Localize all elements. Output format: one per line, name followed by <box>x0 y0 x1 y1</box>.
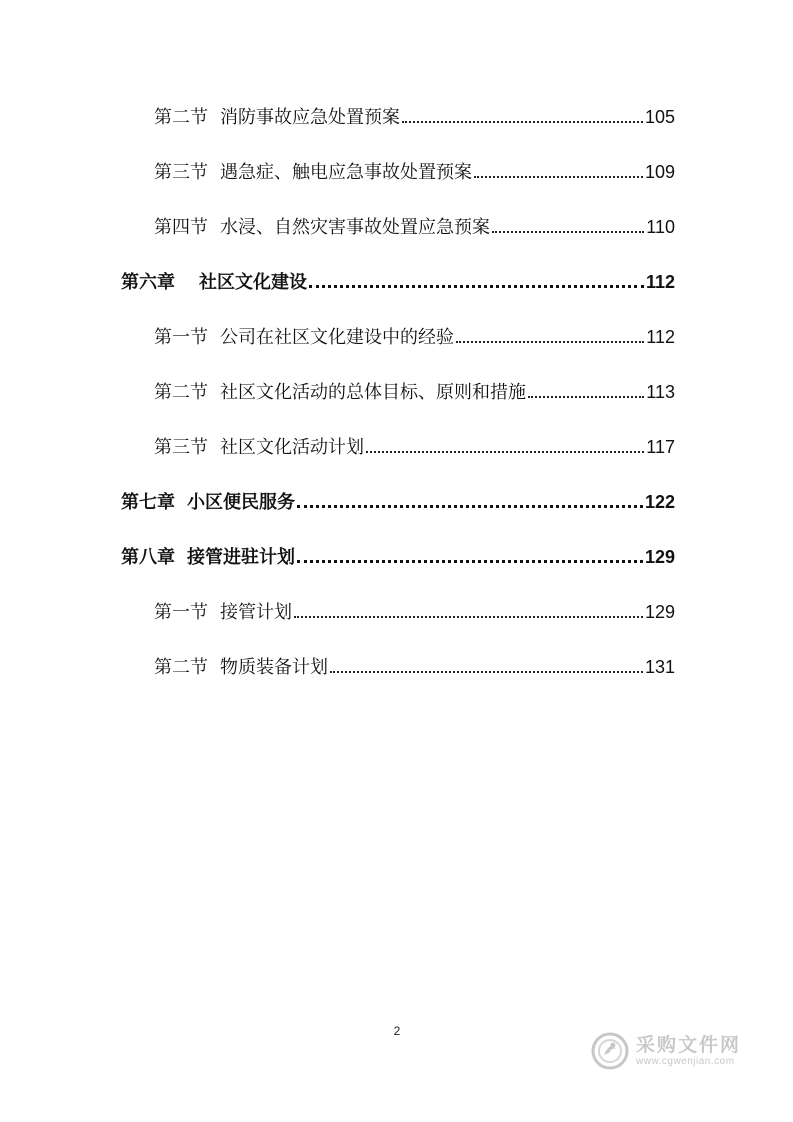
toc-entry-title: 社区文化建设 <box>199 272 307 293</box>
toc-entry-title: 物质装备计划 <box>220 657 328 678</box>
toc-dot-leader <box>366 451 644 453</box>
toc-entry-label: 第一节 <box>154 327 208 348</box>
toc-entry-page: 110 <box>646 217 675 237</box>
toc-entry-label: 第二节 <box>154 657 208 678</box>
toc-entry-page: 129 <box>644 602 675 622</box>
toc-entry-label: 第七章 <box>121 492 175 513</box>
toc-entry-label: 第二节 <box>154 107 208 128</box>
toc-entry-page: 109 <box>644 162 675 182</box>
toc-entry-section[interactable] <box>154 598 675 626</box>
toc-entry-section[interactable] <box>154 378 675 406</box>
toc-entry-section[interactable] <box>154 158 675 186</box>
toc-entry-section[interactable] <box>154 653 675 681</box>
toc-entry-label: 第四节 <box>154 217 208 238</box>
toc-entry-section[interactable] <box>154 213 675 241</box>
toc-entry-label: 第三节 <box>154 437 208 458</box>
toc-entry-title: 公司在社区文化建设中的经验 <box>220 327 454 348</box>
toc-entry-section[interactable] <box>154 103 675 131</box>
watermark-text: 采购文件网 <box>636 1034 742 1056</box>
watermark <box>590 1028 750 1074</box>
toc-entry-title: 消防事故应急处置预案 <box>220 107 400 128</box>
toc-entry-title: 水浸、自然灾害事故处置应急预案 <box>220 217 490 238</box>
toc-dot-leader <box>330 671 643 673</box>
toc-entry-label: 第二节 <box>154 382 208 403</box>
toc-entry-title: 小区便民服务 <box>187 492 295 513</box>
toc-dot-leader <box>294 616 643 618</box>
toc-dot-leader <box>456 341 644 343</box>
toc-dot-leader <box>309 285 644 288</box>
toc-entry-title: 接管计划 <box>220 602 292 623</box>
toc-entry-chapter[interactable] <box>121 488 675 516</box>
toc-entry-page: 129 <box>644 547 675 567</box>
page-number: 2 <box>393 1024 401 1038</box>
toc-entry-page: 112 <box>645 272 675 292</box>
toc-dot-leader <box>297 505 643 508</box>
toc-entry-section[interactable] <box>154 323 675 351</box>
toc-entry-section[interactable] <box>154 433 675 461</box>
toc-dot-leader <box>492 231 644 233</box>
toc-entry-page: 117 <box>646 437 675 457</box>
toc-entry-page: 105 <box>644 107 675 127</box>
toc-entry-page: 112 <box>646 327 675 347</box>
cgwenjian-logo-icon <box>590 1031 630 1071</box>
toc-entry-page: 122 <box>644 492 675 512</box>
toc-dot-leader <box>297 560 643 563</box>
toc-entry-chapter[interactable] <box>121 268 675 296</box>
toc-entry-label: 第三节 <box>154 162 208 183</box>
toc-entry-title: 接管进驻计划 <box>187 547 295 568</box>
toc-entry-title: 社区文化活动的总体目标、原则和措施 <box>220 382 526 403</box>
toc-dot-leader <box>474 176 643 178</box>
watermark-url: www.cgwenjian.com <box>636 1056 735 1067</box>
toc-entry-label: 第一节 <box>154 602 208 623</box>
toc-entry-label: 第八章 <box>121 547 175 568</box>
toc-entry-title: 遇急症、触电应急事故处置预案 <box>220 162 472 183</box>
toc-entry-title: 社区文化活动计划 <box>220 437 364 458</box>
toc-entry-page: 131 <box>644 657 675 677</box>
toc-dot-leader <box>528 396 644 398</box>
toc-entry-page: 113 <box>646 382 675 402</box>
toc-dot-leader <box>402 121 643 123</box>
toc-entry-chapter[interactable] <box>121 543 675 571</box>
toc-entry-label: 第六章 <box>121 272 175 293</box>
